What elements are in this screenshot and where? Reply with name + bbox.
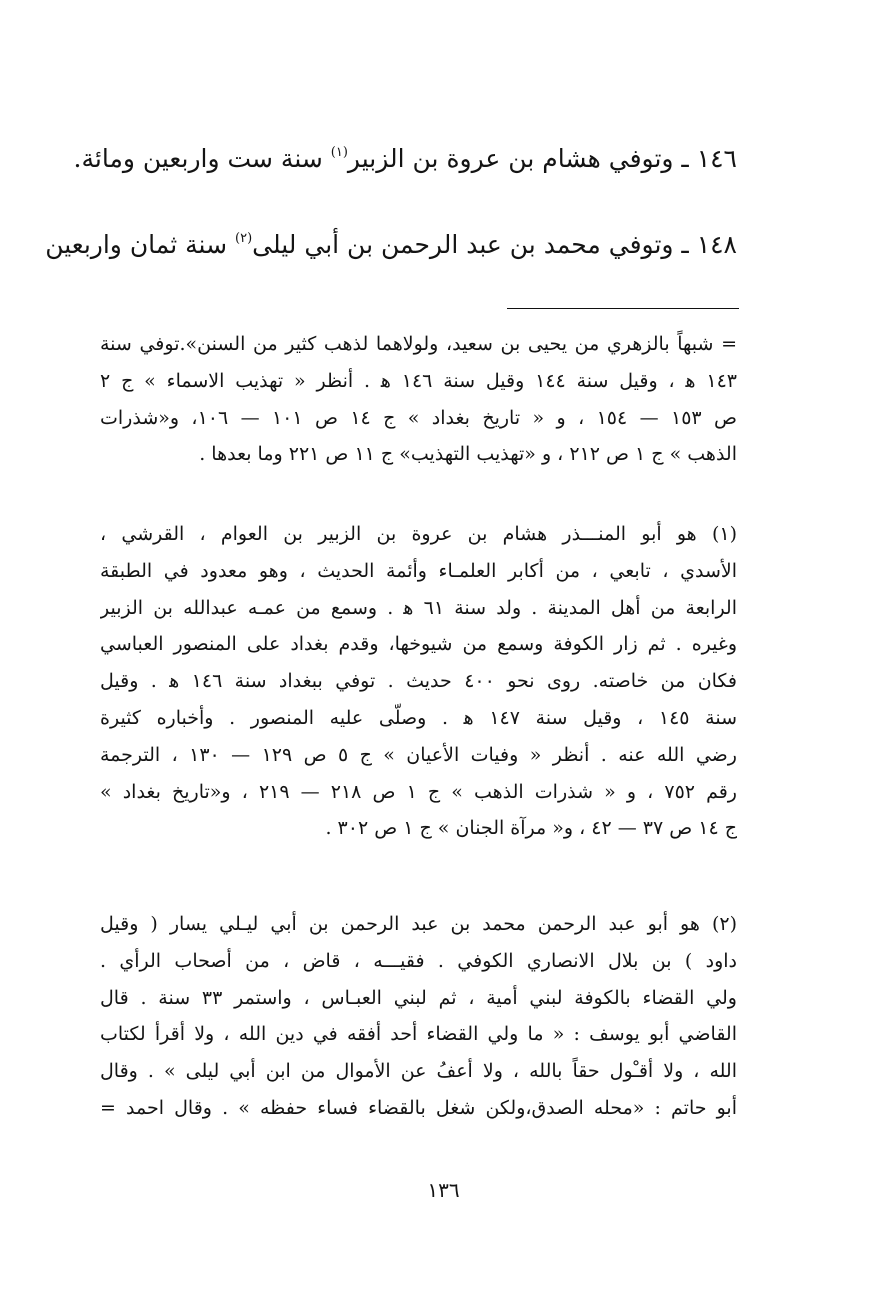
main-entry-rest: سنة ثمان واربعين (45, 230, 235, 259)
main-entry-text: ١٤٦ ـ وتوفي هشام بن عروة بن الزبير (347, 144, 737, 173)
footnote-line: ص ١٥٣ — ١٥٤ ، و « تاريخ بغداد » ج ١٤ ص ١٠١ — ١٠٦، و«شذرات (100, 406, 737, 429)
footnote-continuation (100, 326, 737, 473)
footnote-line: داود ) بن بلال الانصاري الكوفي . فقيـــه ، قاض ، من أصحاب الرأي . (100, 949, 737, 972)
footnote-line: الله ، ولا أقـْول حقاً بالله ، ولا أعفُ عن الأموال من ابن أبي ليلى » . وقال (100, 1060, 737, 1083)
footnote-line: الأسدي ، تابعي ، من أكابر العلمـاء وأئمة الحديث ، وهو معدود في الطبقة (100, 559, 737, 582)
footnote-line: الرابعة من أهل المدينة . ولد سنة ٦١ ﻫ . وسمع من عمـه عبدالله بن الزبير (100, 596, 737, 619)
footnote-line: = شبهاً بالزهري من يحيى بن سعيد، ولولاهما لذهب كثير من السنن».توفي سنة (100, 333, 737, 355)
footnote-line: ج ١٤ ص ٣٧ — ٤٢ ، و« مرآة الجنان » ج ١ ص ٣٠٢ . (325, 817, 737, 840)
footnote-line: الذهب » ج ١ ص ٢١٢ ، و «تهذيب التهذيب» ج ١١ ص ٢٢١ وما بعدها . (199, 443, 737, 466)
footnote-2 (100, 906, 737, 1127)
footnote-line: القاضي أبو يوسف : « ما ولي القضاء أحد أفقه في دين الله ، ولا أقرأ لكتاب (100, 1023, 737, 1046)
main-entry-148 (45, 230, 737, 259)
main-entry-146 (73, 144, 737, 173)
footnote-line: فكان من خاصته. روى نحو ٤٠٠ حديث . توفي ببغداد سنة ١٤٦ ﻫ . وقيل (100, 670, 737, 693)
footnote-line: رضي الله عنه . أنظر « وفيات الأعيان » ج ٥ ص ١٢٩ — ١٣٠ ، الترجمة (100, 743, 737, 766)
footnote-ref-1: (١) (330, 145, 348, 160)
page-number: ١٣٦ (427, 1178, 460, 1202)
main-entry-rest: سنة ست واربعين ومائة. (73, 144, 331, 173)
footnote-line: سنة ١٤٥ ، وقيل سنة ١٤٧ ﻫ . وصلّى عليه المنصور . وأخباره كثيرة (100, 706, 737, 729)
main-entry-text: ١٤٨ ـ وتوفي محمد بن عبد الرحمن بن أبي ليلى (252, 230, 737, 259)
footnote-line: (٢) هو أبو عبد الرحمن محمد بن عبد الرحمن بن أبي ليـلي يسار ( وقيل (100, 913, 737, 935)
footnote-line: وغيره . ثم زار الكوفة وسمع من شيوخها، وقدم بغداد على المنصور العباسي (100, 633, 737, 656)
footnote-separator (507, 308, 739, 309)
footnote-line: رقم ٧٥٢ ، و « شذرات الذهب » ج ١ ص ٢١٨ — ٢١٩ ، و«تاريخ بغداد » (100, 780, 737, 803)
footnote-line: (١) هو أبو المنـــذر هشام بن عروة بن الزبير بن العوام ، القرشي ، (100, 523, 737, 545)
footnote-line: ولي القضاء بالكوفة لبني أمية ، ثم لبني العبـاس ، واستمر ٣٣ سنة . قال (100, 986, 737, 1009)
footnote-1 (100, 516, 737, 847)
footnote-line: ١٤٣ ﻫ ، وقيل سنة ١٤٤ وقيل سنة ١٤٦ ﻫ . أنظر « تهذيب الاسماء » ج ٢ (100, 369, 737, 392)
footnote-line: أبو حاتم : «محله الصدق،ولكن شغل بالقضاء فساء حفظه » . وقال احمد = (100, 1096, 737, 1119)
footnote-ref-2: (٢) (235, 231, 253, 246)
